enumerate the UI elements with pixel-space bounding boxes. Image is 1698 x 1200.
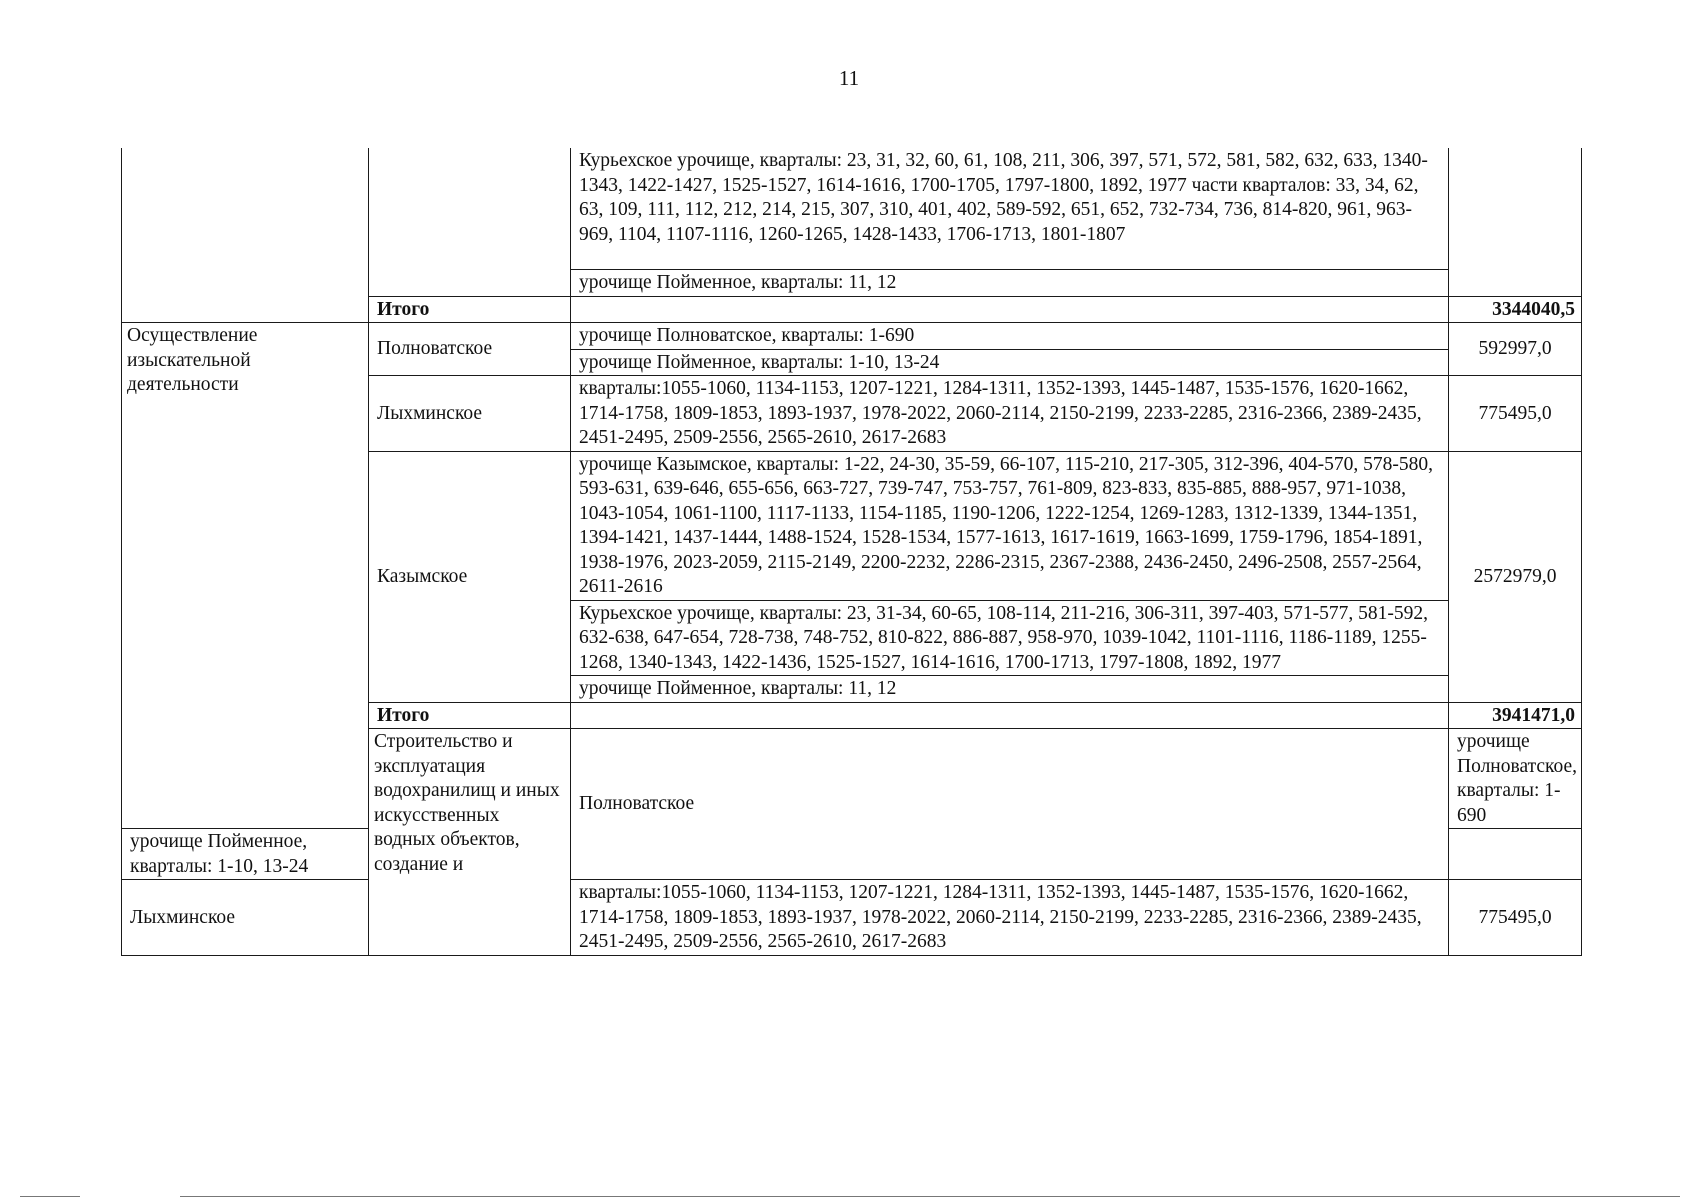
activity-cell-empty [122, 148, 369, 323]
area-cell: 592997,0 [1449, 323, 1582, 376]
forestry-cell: Полноватское [369, 323, 571, 376]
total-label: Итого [369, 702, 571, 729]
zone-cell: урочище Казымское, кварталы: 1-22, 24-30, 35-59, 66-107, 115-210, 217-305, 312-396, 404-570, 578-580, 593-631, 639-646, 655-656, 663-727, 739-747, 753-757, 761-809, 823-833, 835-885, 888-957, 971-1038, 1043-1054, 1061-1100, 1117-1133, 1154-1185, 1190-1206, 1222-1254, 1269-1283, 1312-1339, 1344-1351, 1394-1421, 1437-1444, 1488-1524, 1528-1534, 1577-1613, 1617-1619, 1663-1699, 1759-1796, 1854-1891, 1938-1976, 2023-2059, 2115-2149, 2200-2232, 2286-2315, 2367-2388, 2436-2450, 2496-2508, 2557-2564, 2611-2616 [571, 451, 1449, 600]
total-zone-empty [571, 702, 1449, 729]
total-value: 3344040,5 [1449, 296, 1582, 323]
activity-cell: Строительство и эксплуатация водохранилищ и иных искусственных водных объектов, создание и [369, 729, 571, 956]
zone-cell: кварталы:1055-1060, 1134-1153, 1207-1221, 1284-1311, 1352-1393, 1445-1487, 1535-1576, 1620-1662, 1714-1758, 1809-1853, 1893-1937, 1978-2022, 2060-2114, 2150-2199, 2233-2285, 2316-2366, 2389-2435, 2451-2495, 2509-2556, 2565-2610, 2617-2683 [571, 376, 1449, 452]
zone-cell: урочище Пойменное, кварталы: 1-10, 13-24 [122, 829, 369, 880]
table-row [122, 148, 1582, 270]
area-cell: 775495,0 [1449, 376, 1582, 452]
zone-cell: кварталы:1055-1060, 1134-1153, 1207-1221, 1284-1311, 1352-1393, 1445-1487, 1535-1576, 1620-1662, 1714-1758, 1809-1853, 1893-1937, 1978-2022, 2060-2114, 2150-2199, 2233-2285, 2316-2366, 2389-2435, 2451-2495, 2509-2556, 2565-2610, 2617-2683 [571, 880, 1449, 956]
table-row [122, 323, 1582, 350]
zone-cell: урочище Полноватское, кварталы: 1-690 [571, 323, 1449, 350]
scan-artifact-line [20, 1196, 80, 1197]
forestry-cell: Лыхминское [122, 880, 369, 956]
zone-cell: урочище Пойменное, кварталы: 1-10, 13-24 [571, 349, 1449, 376]
area-cell: 775495,0 [1449, 880, 1582, 956]
forestry-cell: Казымское [369, 451, 571, 702]
table-row [122, 880, 1582, 956]
forestry-cell: Лыхминское [369, 376, 571, 452]
total-zone-empty [571, 296, 1449, 323]
activity-cell: Осуществление изыскательной деятельности [122, 323, 369, 829]
zone-cell: урочище Полноватское, кварталы: 1-690 [1449, 729, 1582, 829]
forestry-cell: Полноватское [571, 729, 1449, 880]
scan-artifact-line [180, 1196, 1680, 1197]
page-number: 11 [838, 66, 860, 90]
total-label: Итого [369, 296, 571, 323]
total-value: 3941471,0 [1449, 702, 1582, 729]
zone-cell: Курьехское урочище, кварталы: 23, 31-34, 60-65, 108-114, 211-216, 306-311, 397-403, 571-577, 581-592, 632-638, 647-654, 728-738, 748-752, 810-822, 886-887, 958-970, 1039-1042, 1101-1116, 1186-1189, 1255-1268, 1340-1343, 1422-1436, 1525-1527, 1614-1616, 1700-1713, 1797-1808, 1892, 1977 [571, 600, 1449, 676]
zone-cell: урочище Пойменное, кварталы: 11, 12 [571, 270, 1449, 297]
area-cell: 2572979,0 [1449, 451, 1582, 702]
zone-cell: Курьехское урочище, кварталы: 23, 31, 32, 60, 61, 108, 211, 306, 397, 571, 572, 581, 582, 632, 633, 1340-1343, 1422-1427, 1525-1527, 1614-1616, 1700-1705, 1797-1800, 1892, 1977 части кварталов: 33, 34, 62, 63, 109, 111, 112, 212, 214, 215, 307, 310, 401, 402, 589-592, 651, 652, 732-734, 736, 814-820, 961, 963-969, 1104, 1107-1116, 1260-1265, 1428-1433, 1706-1713, 1801-1807 [571, 148, 1449, 270]
forestry-cell-empty [369, 148, 571, 296]
zone-cell: урочище Пойменное, кварталы: 11, 12 [571, 676, 1449, 703]
area-cell-empty [1449, 148, 1582, 296]
forest-use-table [121, 148, 1582, 956]
